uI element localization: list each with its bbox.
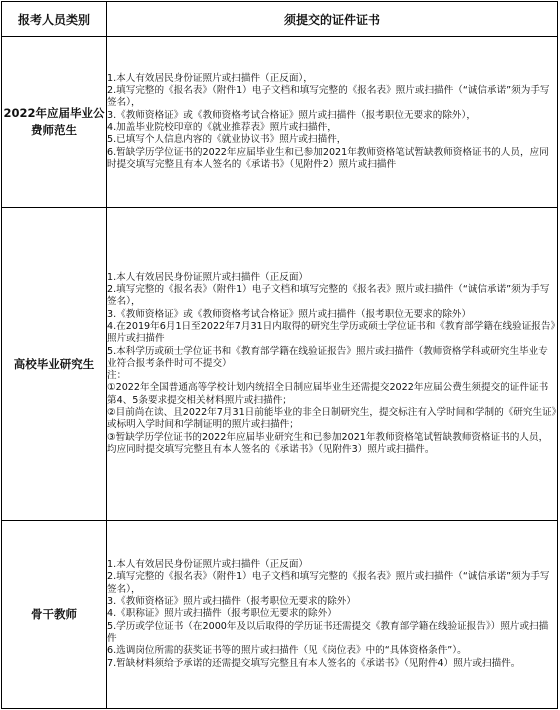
documents-cell (107, 521, 558, 709)
requirement-line: 5.本科学历或硕士学位证书和《教育部学籍在线验证报告》照片或扫描件（教师资格学科或研究生毕业专业符合报考条件时可不提交） (107, 345, 548, 369)
table-row (2, 521, 558, 709)
requirement-line: 2.填写完整的《报名表》（附件1）电子文档和填写完整的《报名表》照片或扫描件（“诚信承诺”须为手写签名）， (107, 571, 550, 595)
category-cell: 2022年应届毕业公费师范生 (2, 37, 107, 208)
requirement-line: 6.选调岗位所需的获奖证书等的照片或扫描件（见《岗位表》中的“具体资格条件”）。 (107, 645, 467, 657)
requirement-line: 5.已填写个人信息内容的《就业协议书》照片或扫描件， (107, 134, 347, 146)
requirement-line: 2.填写完整的《报名表》（附件1）电子文档和填写完整的《报名表》照片或扫描件（“诚信承诺”须为手写签名）， (107, 284, 550, 308)
requirement-line: 4.在2019年6月1日至2022年7月31日内取得的研究生学历或硕士学位证书和《教育部学籍在线验证报告》照片或扫描件 (107, 320, 556, 345)
note-line: ②目前尚在读、且2022年7月31日前能毕业的非全日制研究生，提交标注有入学时间和学制的《研究生证》或标明入学时间和学制证明的照片或扫描件； (107, 407, 557, 431)
requirement-line: 1.本人有效居民身份证照片或扫描件（正反面） (107, 559, 309, 571)
requirement-line: 5.学历或学位证书（在2000年及以后取得的学历证书还需提交《教育部学籍在线验证报告》）照片或扫描件 (107, 620, 549, 644)
table-header-row (2, 2, 558, 37)
requirement-line: 7.暂缺材料须给予承诺的还需提交填写完整且有本人签名的《承诺书》（见附件4）照片或扫描件。 (107, 657, 521, 669)
requirements-table (1, 1, 558, 709)
header-documents: 须提交的证件证书 (107, 2, 558, 37)
requirement-line: 4.《职称证》照片或扫描件（报考职位无要求的除外） (107, 608, 337, 620)
note-label: 注： (107, 370, 127, 382)
requirement-line: 1.本人有效居民身份证照片或扫描件（正反面）， (107, 72, 313, 84)
table-row (2, 208, 558, 521)
note-line: ③暂缺学历学位证书的2022年应届毕业研究生和已参加2021年教师资格笔试暂缺教师资格证书的人员，均应同时提交填写完整且有本人签名的《承诺书》（见附件3）照片或扫描件。 (107, 431, 549, 455)
requirement-line: 1.本人有效居民身份证照片或扫描件（正反面） (107, 271, 309, 283)
requirements-document (1, 1, 559, 708)
requirement-line: 2.填写完整的《报名表》（附件1）电子文档和填写完整的《报名表》照片或扫描件（“诚信承诺”须为手写签名）， (107, 85, 550, 109)
note-line: ①2022年全国普通高等学校计划内统招全日制应届毕业生还需提交2022年应届公费生须提交的证件证书第4、5条要求提交相关材料照片或扫描件； (107, 382, 549, 406)
requirement-line: 6.暂缺学历学位证书的2022年应届毕业生和已参加2021年教师资格笔试暂缺教师资格证书的人员，应同时提交填写完整且有本人签名的《承诺书》（见附件2）照片或扫描件 (107, 146, 549, 170)
requirement-line: 3.《教师资格证》或《教师资格考试合格证》照片或扫描件（报考职位无要求的除外）， (107, 109, 476, 121)
requirement-line: 3.《教师资格证》或《教师资格考试合格证》照片或扫描件（报考职位无要求的除外） (107, 308, 472, 320)
category-cell: 高校毕业研究生 (2, 208, 107, 521)
category-cell: 骨干教师 (2, 521, 107, 709)
table-row (2, 37, 558, 208)
documents-cell (107, 37, 558, 208)
requirement-line: 4.加盖毕业院校印章的《就业推荐表》照片或扫描件， (107, 122, 337, 133)
documents-cell (107, 208, 558, 521)
header-category: 报考人员类别 (2, 2, 107, 37)
requirement-line: 3.《教师资格证》照片或扫描件（报考职位无要求的除外） (107, 596, 356, 608)
